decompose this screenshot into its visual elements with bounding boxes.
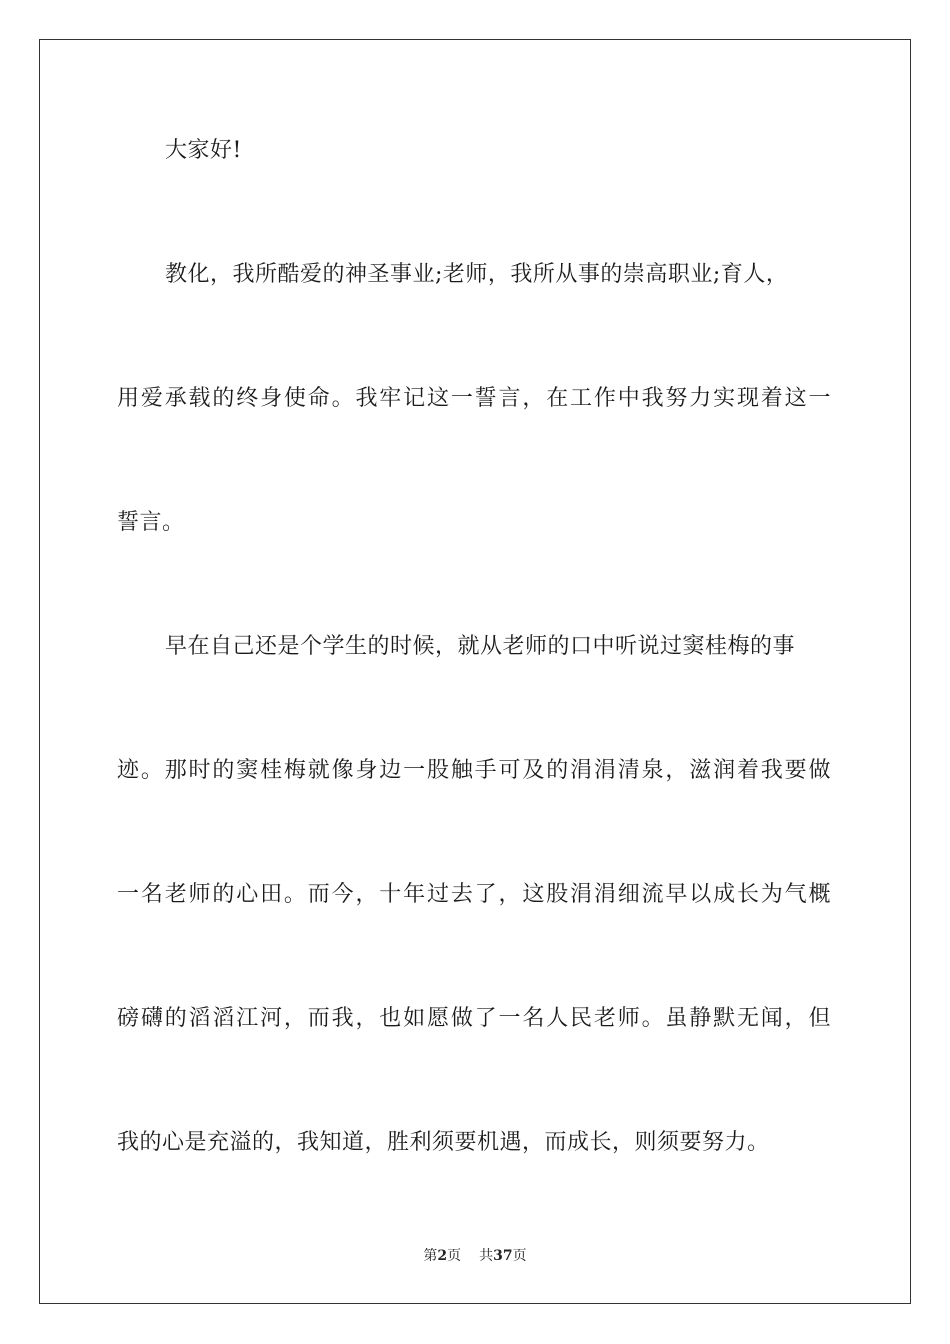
paragraph-2-line-4: 磅礴的滔滔江河，而我，也如愿做了一名人民老师。虽静默无闻，但	[117, 1006, 831, 1031]
paragraph-1-line-2: 用爱承载的终身使命。我牢记这一誓言，在工作中我努力实现着这一	[117, 386, 831, 411]
paragraph-1-line-3: 誓言。	[117, 510, 185, 535]
page-number: 2	[437, 1248, 448, 1264]
page-prefix: 第	[423, 1248, 438, 1264]
total-pages: 37	[493, 1248, 513, 1264]
page-border	[39, 39, 911, 1304]
total-suffix: 页	[512, 1248, 527, 1264]
paragraph-2-line-5: 我的心是充溢的，我知道，胜利须要机遇，而成长，则须要努力。	[117, 1130, 770, 1155]
paragraph-2-line-2: 迹。那时的窦桂梅就像身边一股触手可及的涓涓清泉，滋润着我要做	[117, 758, 831, 783]
page-suffix: 页	[447, 1248, 462, 1264]
paragraph-2-line-3: 一名老师的心田。而今，十年过去了，这股涓涓细流早以成长为气概	[117, 882, 831, 907]
page-footer	[0, 1246, 950, 1266]
greeting-line: 大家好!	[165, 138, 242, 163]
paragraph-2-line-1: 早在自己还是个学生的时候，就从老师的口中听说过窦桂梅的事	[165, 634, 796, 659]
total-prefix: 共	[479, 1248, 494, 1264]
paragraph-1-line-1: 教化，我所酷爱的神圣事业;老师，我所从事的崇高职业;育人，	[165, 262, 789, 287]
